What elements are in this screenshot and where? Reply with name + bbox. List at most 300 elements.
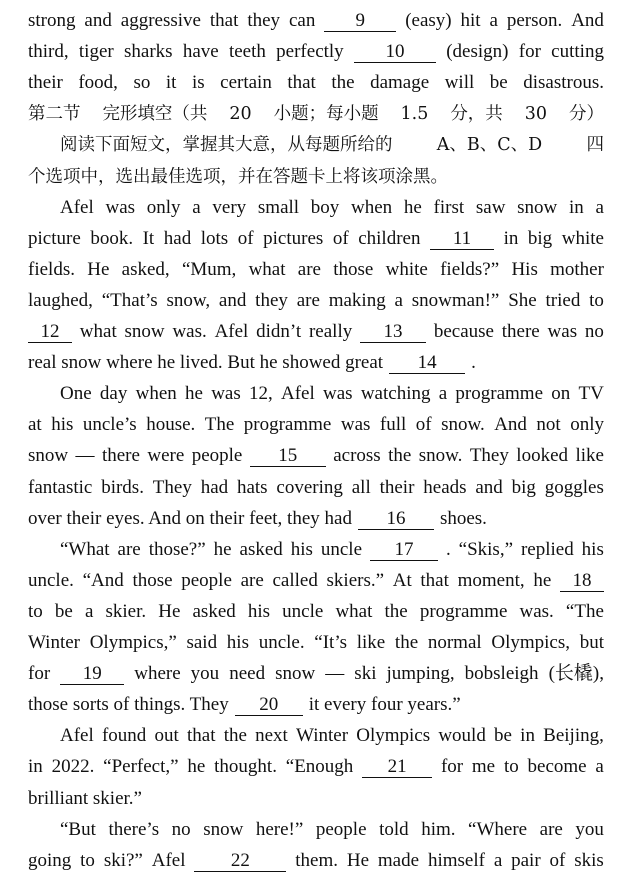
word: damage [370, 72, 430, 94]
word: His [511, 258, 538, 280]
word: be [54, 600, 73, 622]
word: found [101, 725, 147, 747]
word: he [185, 383, 203, 405]
word: perfectly [276, 41, 344, 63]
word: . [445, 538, 451, 560]
word: those [333, 258, 374, 280]
word: in [569, 196, 584, 218]
word: had [163, 227, 192, 249]
word: ski [354, 663, 377, 685]
word: “It’s [314, 632, 348, 653]
word: that [287, 72, 316, 94]
word: going [28, 849, 72, 871]
word: where [134, 663, 181, 685]
word: “That’s [101, 289, 158, 311]
word: She [508, 289, 537, 311]
passage-text: brilliant skier.” [28, 787, 142, 809]
word: was. [519, 600, 554, 622]
answer-blank[interactable]: 21 [362, 757, 432, 778]
word: looked [516, 445, 569, 467]
passage-line [28, 441, 604, 471]
word: And [571, 10, 604, 31]
word: all [351, 476, 371, 498]
word: those?” [148, 538, 206, 560]
word: pictures [263, 227, 324, 249]
word: on [551, 383, 571, 405]
passage-line [60, 193, 604, 223]
passage-line [28, 286, 604, 316]
word: to [503, 756, 519, 778]
word: have [182, 41, 219, 63]
word: thought. [214, 756, 277, 778]
word: to [28, 600, 43, 622]
word: in [503, 227, 519, 249]
passage-line [28, 566, 604, 596]
word: a [595, 756, 604, 778]
answer-blank[interactable]: 15 [250, 446, 326, 467]
word: 20 [229, 104, 252, 125]
word: He [87, 258, 110, 280]
word: He [346, 849, 370, 871]
word: fields?” [440, 258, 500, 280]
word: big [527, 227, 553, 249]
word: will [444, 72, 475, 94]
word: those [132, 569, 173, 591]
passage-line [60, 721, 604, 751]
passage-line [28, 628, 604, 658]
word: certain [220, 72, 272, 94]
word: a [438, 383, 448, 405]
word: people [181, 569, 232, 591]
word: — [75, 445, 95, 467]
answer-blank[interactable]: 10 [354, 42, 436, 63]
word: snow. [418, 445, 463, 467]
word: are [297, 258, 321, 280]
word: Afel [60, 725, 94, 747]
word: to [589, 289, 604, 311]
word: Beijing, [543, 725, 604, 747]
word: Afel [151, 849, 186, 871]
word: really [308, 321, 353, 342]
word: uncle. [28, 569, 74, 591]
word: white [385, 258, 428, 280]
word: “Enough [285, 756, 354, 778]
word: replied [520, 538, 574, 560]
word: — [325, 663, 345, 685]
word: made [377, 849, 420, 871]
passage-line [28, 162, 604, 192]
word: in [28, 756, 43, 778]
word: bobsleigh [464, 663, 539, 685]
answer-blank[interactable]: 18 [560, 571, 604, 592]
word: (长橇), [548, 663, 604, 685]
word: me [471, 756, 496, 778]
word: 分） [568, 104, 604, 125]
word: teeth [228, 41, 266, 63]
word: called [272, 569, 318, 591]
word: at [28, 414, 42, 436]
word: they [255, 289, 288, 311]
word: a [394, 289, 403, 311]
word: programme [243, 414, 332, 436]
word: pair [511, 849, 541, 871]
word: are [539, 818, 563, 840]
word: are [296, 289, 320, 311]
word: tried [545, 289, 581, 311]
word: for [518, 41, 541, 63]
word: here!” [255, 818, 304, 840]
word: to [80, 849, 95, 871]
word: is [191, 72, 205, 94]
word: in [520, 725, 535, 747]
word: there’s [108, 818, 160, 840]
word: “Where [468, 818, 528, 840]
word: mother [550, 258, 604, 280]
passage-text: over their eyes. And on their feet, they had [28, 507, 352, 529]
word: would [438, 725, 486, 747]
word: next [255, 725, 288, 747]
word: when [351, 196, 393, 218]
word: you [575, 818, 604, 840]
passage-line [28, 37, 604, 67]
word: not [536, 414, 561, 436]
word: skier. [105, 600, 147, 622]
word: there [101, 445, 140, 467]
word: skiers.” [326, 569, 385, 591]
answer-blank[interactable]: 14 [389, 353, 465, 374]
word: third, [28, 41, 69, 63]
word: laughed, [28, 289, 93, 311]
word: the [394, 632, 419, 653]
word: Afel [214, 321, 249, 342]
word: was [323, 383, 353, 405]
word: a [595, 196, 604, 218]
word: uncle’s [82, 414, 137, 436]
word: One [60, 383, 92, 405]
word: covering [276, 476, 343, 498]
word: were [147, 445, 185, 467]
word: full [379, 414, 407, 436]
word: The [204, 414, 235, 436]
word: was [547, 321, 578, 342]
word: them. [295, 849, 338, 871]
word: 完形填空（共 [102, 104, 208, 125]
answer-blank[interactable]: 20 [235, 695, 303, 716]
passage-line [28, 784, 604, 814]
word: 分，共 [450, 104, 503, 125]
word: picture [28, 227, 81, 249]
word: lots [200, 227, 229, 249]
word: what [335, 600, 373, 622]
passage-line [28, 68, 604, 98]
word: no [171, 818, 191, 840]
word: of [332, 227, 349, 249]
word: become [527, 756, 587, 778]
word: It [142, 227, 155, 249]
passage-text: shoes. [439, 507, 487, 529]
word: hats [236, 476, 268, 498]
word: he [403, 196, 422, 218]
word: They [152, 476, 192, 498]
word: day [99, 383, 128, 405]
word: strong [28, 10, 76, 31]
word: that [420, 569, 449, 591]
word: but [579, 632, 604, 653]
word: “Mum, [181, 258, 237, 280]
word: of [549, 849, 566, 871]
word: snow [203, 818, 244, 840]
word: big [511, 476, 536, 498]
passage-line [28, 410, 604, 440]
word: snowman!” [411, 289, 500, 311]
word: 小题；每小题 [273, 104, 379, 125]
word: children [358, 227, 421, 249]
word: making [328, 289, 386, 311]
word: that [209, 10, 239, 31]
passage-line [28, 504, 604, 534]
word: for [28, 663, 51, 685]
word: was [211, 383, 241, 405]
passage-line [60, 815, 604, 845]
passage-text: . [471, 352, 476, 374]
word: At [392, 569, 412, 591]
word: fields. [28, 258, 75, 280]
word: are [240, 569, 264, 591]
word: and [475, 476, 503, 498]
answer-blank[interactable]: 12 [28, 322, 72, 343]
word: a [84, 600, 94, 622]
word: you [190, 663, 220, 685]
word: Olympics [356, 725, 431, 747]
word: And [494, 414, 527, 436]
word: because [433, 321, 494, 342]
word: need [229, 663, 266, 685]
word: a [493, 849, 503, 871]
word: Olympics,” [89, 632, 177, 653]
word: said [186, 632, 218, 653]
word: (design) [446, 41, 509, 63]
answer-blank[interactable]: 22 [194, 851, 286, 872]
word: “What [60, 538, 110, 560]
word: “And [82, 569, 124, 591]
passage-line [28, 473, 604, 503]
passage-line [28, 348, 604, 378]
word: programme [455, 383, 543, 405]
word: asked [239, 538, 283, 560]
word: They [469, 445, 509, 467]
word: the [331, 72, 355, 94]
passage-text: it every four years.” [308, 694, 461, 716]
word: only [146, 196, 181, 218]
word: him. [421, 818, 456, 840]
answer-blank[interactable]: 11 [430, 229, 494, 250]
word: of [237, 227, 254, 249]
word: be [489, 72, 508, 94]
passage-line [28, 752, 604, 782]
passage-line [28, 224, 604, 254]
word: 12, [249, 383, 273, 405]
word: there [501, 321, 540, 342]
passage-line [60, 379, 604, 409]
word: snow [517, 196, 558, 218]
answer-blank[interactable]: 16 [358, 509, 434, 530]
word: their [28, 72, 63, 94]
passage-line [28, 317, 604, 347]
word: uncle [320, 538, 363, 560]
word: no [584, 321, 604, 342]
word: hit [460, 10, 481, 31]
word: asked [192, 600, 236, 622]
word: Olympics, [491, 632, 571, 653]
word: had [200, 476, 229, 498]
word: his [290, 538, 313, 560]
word: Afel [60, 196, 94, 218]
word: Afel [281, 383, 315, 405]
word: normal [427, 632, 482, 653]
word: uncle. [258, 632, 305, 653]
word: like [575, 445, 604, 467]
word: they [247, 10, 281, 31]
word: he [187, 756, 206, 778]
word: out [154, 725, 179, 747]
passage-line [60, 535, 604, 565]
word: 第二节 [28, 104, 81, 125]
word: his [581, 538, 604, 560]
word: what [248, 258, 286, 280]
word: like [356, 632, 386, 653]
word: it [165, 72, 177, 94]
word: food, [78, 72, 118, 94]
passage-line [28, 597, 604, 627]
word: for [440, 756, 464, 778]
passage-line [28, 659, 604, 689]
word: 2022. [51, 756, 95, 778]
passage-line [28, 846, 604, 876]
word: the [388, 445, 412, 467]
word: book. [90, 227, 134, 249]
word: He [158, 600, 181, 622]
word: A、B、C、D [436, 135, 543, 156]
word: sharks [124, 41, 173, 63]
word: birds. [101, 476, 144, 498]
word: that [186, 725, 216, 747]
word: 30 [524, 104, 548, 125]
answer-blank[interactable]: 19 [60, 664, 124, 685]
word: their [379, 476, 415, 498]
passage-text: those sorts of things. They [28, 694, 229, 716]
word: house. [146, 414, 196, 436]
word: his [51, 414, 74, 436]
word: (easy) [405, 10, 452, 31]
answer-blank[interactable]: 13 [360, 322, 426, 343]
word: jumping, [386, 663, 455, 685]
answer-blank[interactable]: 17 [370, 540, 438, 561]
word: small [257, 196, 300, 218]
word: very [212, 196, 247, 218]
word: people [191, 445, 243, 467]
word: goggles [544, 476, 604, 498]
word: programme [419, 600, 508, 622]
word: was [105, 196, 136, 218]
word: snow [275, 663, 316, 685]
word: are [117, 538, 141, 560]
word: across [333, 445, 381, 467]
word: and [218, 289, 247, 311]
word: tiger [78, 41, 114, 63]
word: disastrous. [523, 72, 604, 94]
passage-text: real snow where he lived. But he showed great [28, 352, 384, 374]
word: ski?” [103, 849, 143, 871]
passage-line [28, 255, 604, 285]
word: Winter [296, 725, 349, 747]
word: what [79, 321, 117, 342]
word: first [433, 196, 465, 218]
word: 阅读下面短文，掌握其大意，从每题所给的 [60, 135, 393, 156]
word: himself [427, 849, 485, 871]
word: and [84, 10, 112, 31]
word: of [415, 414, 432, 436]
word: heads [423, 476, 467, 498]
word: cutting [551, 41, 604, 63]
word: TV [578, 383, 604, 405]
word: Winter [28, 632, 80, 653]
word: the [223, 725, 247, 747]
word: was. [172, 321, 207, 342]
answer-blank[interactable]: 9 [324, 11, 396, 32]
word: person. [506, 10, 563, 31]
word: uncle [282, 600, 324, 622]
word: be [494, 725, 512, 747]
word: didn’t [256, 321, 302, 342]
passage-line [28, 690, 604, 720]
word: moment, [457, 569, 525, 591]
word: saw [475, 196, 506, 218]
word: he [213, 538, 232, 560]
word: asked, [121, 258, 170, 280]
word: he [533, 569, 552, 591]
word: snow [28, 445, 69, 467]
word: a [489, 10, 498, 31]
word: “Skis,” [458, 538, 513, 560]
word: can [288, 10, 316, 31]
passage-line [60, 130, 604, 160]
word: was [340, 414, 371, 436]
word: white [561, 227, 604, 249]
word: snow, [166, 289, 211, 311]
word: watching [360, 383, 431, 405]
passage-line [28, 99, 604, 129]
word: when [135, 383, 177, 405]
word: people [315, 818, 367, 840]
word: “Perfect,” [103, 756, 179, 778]
word: his [247, 600, 271, 622]
word: snow [124, 321, 165, 342]
word: “But [60, 818, 96, 840]
word: only [570, 414, 604, 436]
word: told [379, 818, 409, 840]
word: so [133, 72, 151, 94]
word: skis [574, 849, 604, 871]
word: a [192, 196, 201, 218]
word: his [226, 632, 249, 653]
word: 个选项中，选出最佳选项，并在答题卡上将该项涂黑。 [28, 166, 448, 187]
word: fantastic [28, 476, 93, 498]
passage-line [28, 6, 604, 36]
word: 1.5 [400, 104, 429, 125]
word: snow. [441, 414, 485, 436]
word: boy [310, 196, 340, 218]
word: 四 [586, 135, 604, 156]
